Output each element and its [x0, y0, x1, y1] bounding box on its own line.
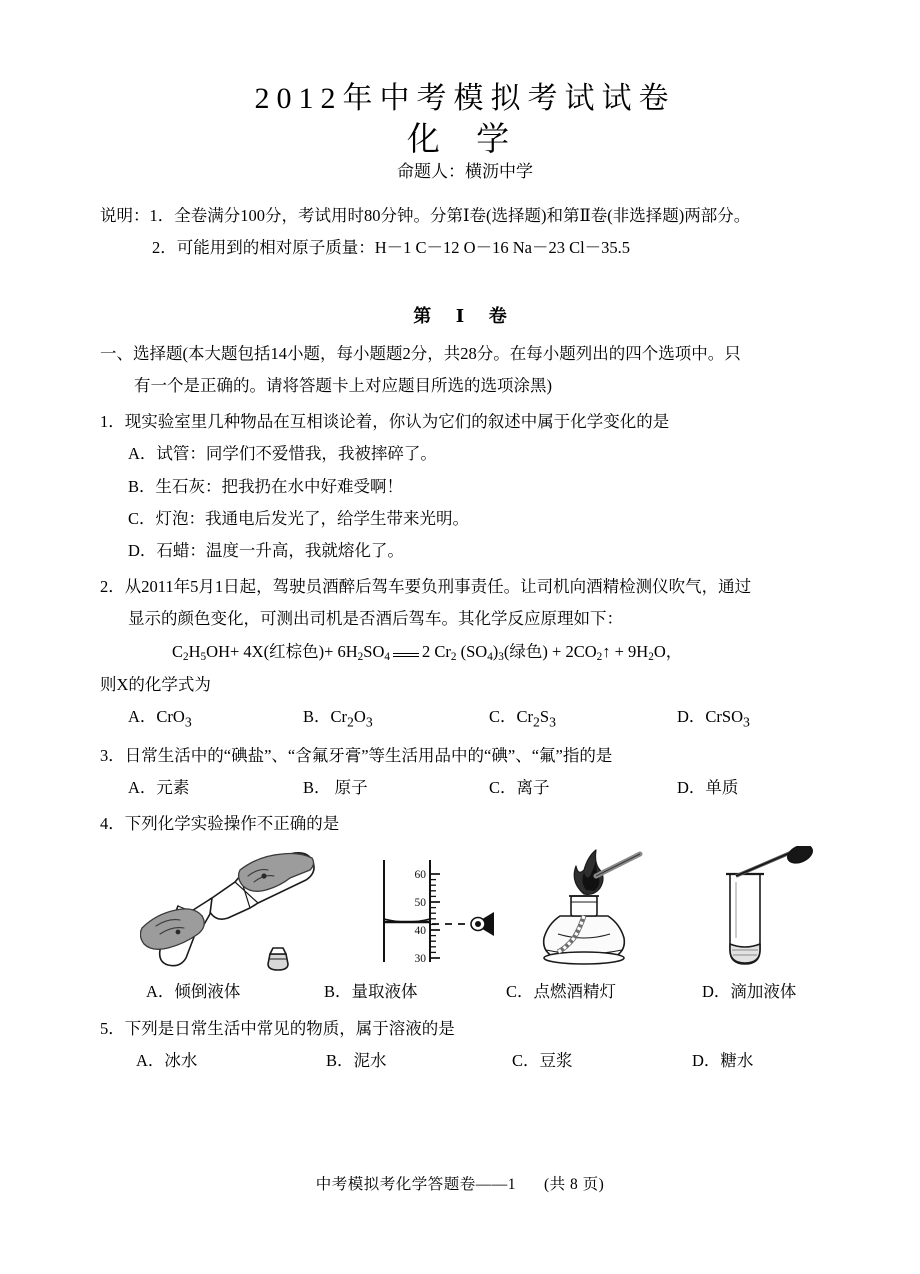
question-1-option-a[interactable]: A．试管：同学们不爱惜我，我被摔碎了。	[128, 444, 437, 464]
question-1-options	[100, 438, 830, 567]
question-4-option-a[interactable]: A．倾倒液体	[146, 982, 241, 1002]
measuring-cylinder-icon	[368, 846, 508, 976]
question-1	[100, 406, 830, 567]
question-2-option-a[interactable]: A．CrO$_3$	[128, 706, 192, 730]
question-2-option-c[interactable]: C．$Cr_2S_3$	[489, 706, 556, 730]
question-2-text-line-1: 从2011年5月1日起，驾驶员酒醉后驾车要负刑事责任。让司机向酒精检测仪吹气，通过	[124, 577, 752, 597]
pouring-liquid-figure	[140, 846, 350, 976]
question-3-option-b[interactable]: B． 原子	[303, 778, 368, 798]
question-1-number: 1．	[100, 412, 125, 432]
instruction-line-1: 说明：1．全卷满分100分，考试用时80分钟。分第Ⅰ卷(选择题)和第Ⅱ卷(非选择题)两部分。	[100, 205, 751, 225]
question-2-stem	[100, 571, 830, 635]
question-5-number: 5．	[100, 1018, 125, 1038]
document-body	[100, 80, 830, 1077]
subject-title: 化 学	[406, 121, 524, 158]
cylinder-tick-60: 60	[414, 869, 426, 882]
footer-page-count: (共 8 页)	[543, 1176, 605, 1193]
question-3-stem	[100, 740, 830, 772]
chemical-equation	[100, 635, 830, 668]
cylinder-tick-40: 40	[414, 925, 426, 938]
question-5-option-a[interactable]: A．冰水	[136, 1050, 198, 1070]
question-1-option-d[interactable]: D．石蜡：温度一升高，我就熔化了。	[128, 540, 404, 560]
question-2-option-b[interactable]: B．$Cr_2O_3$	[303, 706, 373, 730]
footer-label: 中考模拟考化学答题卷——1	[315, 1176, 516, 1193]
question-4-option-d[interactable]: D．滴加液体	[702, 982, 797, 1002]
multiple-choice-intro	[100, 338, 830, 402]
alcohol-lamp-icon	[500, 846, 700, 976]
equation-products: 2 $Cr_2$ $(SO_4)_3$(绿色) + $2CO_2↑ + 9H_2O$，	[421, 642, 683, 664]
question-1-stem	[100, 406, 830, 438]
question-3	[100, 740, 830, 804]
question-3-option-d[interactable]: D．单质	[677, 778, 739, 798]
lighting-alcohol-lamp-figure	[500, 846, 700, 976]
question-4-stem	[100, 808, 830, 840]
question-3-option-c[interactable]: C．离子	[489, 778, 550, 798]
question-5-option-d[interactable]: D．糖水	[692, 1050, 754, 1070]
question-4-option-b[interactable]: B．量取液体	[324, 982, 418, 1002]
section-header-part-one: 第 Ⅰ 卷	[413, 305, 517, 326]
question-3-options	[100, 772, 830, 804]
page-title: 2012年中考模拟考试试卷	[254, 82, 676, 115]
cylinder-tick-50: 50	[414, 897, 426, 910]
question-2-text-line-2: 显示的颜色变化，可测出司机是否酒后驾车。其化学反应原理如下：	[128, 609, 623, 629]
question-5-stem	[100, 1013, 830, 1045]
question-1-option-c[interactable]: C．灯泡：我通电后发光了，给学生带来光明。	[128, 508, 470, 528]
intro-line-2: 有一个是正确的。请将答题卡上对应题目所选的选项涂黑)	[134, 376, 552, 396]
adding-liquid-dropwise-figure	[700, 846, 830, 976]
measuring-liquid-figure	[368, 846, 508, 976]
question-4-option-c[interactable]: C．点燃酒精灯	[506, 982, 617, 1002]
question-3-text: 日常生活中的“碘盐”、“含氟牙膏”等生活用品中的“碘”、“氟”指的是	[124, 745, 613, 765]
question-1-option-b[interactable]: B．生石灰：把我扔在水中好难受啊！	[128, 476, 404, 496]
page-footer	[0, 1172, 920, 1194]
question-1-text: 现实验室里几种物品在互相谈论着，你认为它们的叙述中属于化学变化的是	[124, 412, 670, 432]
instructions-block	[100, 200, 830, 264]
question-5-text: 下列是日常生活中常见的物质，属于溶液的是	[124, 1018, 455, 1038]
author-line: 命题人：横沥中学	[397, 162, 533, 182]
question-2-options	[100, 701, 830, 736]
instruction-line-2: 2．可能用到的相对原子质量：H－1 C－12 O－16 Na－23 Cl－35.5	[152, 237, 631, 257]
pouring-liquid-icon	[140, 846, 350, 976]
cylinder-tick-30: 30	[414, 953, 426, 966]
cylinder-tick-labels	[415, 869, 427, 965]
question-3-option-a[interactable]: A．元素	[128, 778, 190, 798]
question-2-option-d[interactable]: D．CrSO$_3$	[677, 706, 750, 730]
question-2-text-line-3: 则X的化学式为	[100, 674, 211, 694]
question-4-text: 下列化学实验操作不正确的是	[124, 814, 340, 834]
intro-line-1: 一、选择题(本大题包括14小题，每小题题2分，共28分。在每小题列出的四个选项中。只	[100, 343, 741, 363]
question-5-option-c[interactable]: C．豆浆	[512, 1050, 573, 1070]
question-2-number: 2．	[100, 577, 125, 597]
question-4-number: 4．	[100, 814, 125, 834]
question-4	[100, 808, 830, 1008]
question-4-figures	[100, 846, 830, 976]
question-3-number: 3．	[100, 745, 125, 765]
question-2	[100, 571, 830, 736]
equation-equals-icon	[393, 645, 419, 662]
question-5	[100, 1013, 830, 1077]
dropper-test-tube-icon	[700, 846, 830, 976]
question-4-figure-labels	[100, 976, 830, 1008]
question-5-option-b[interactable]: B．泥水	[326, 1050, 387, 1070]
equation-reactants: $C_2H_5OH+ 4X$(红棕色)+ $6H_2SO_4$	[172, 642, 390, 664]
question-5-options	[100, 1045, 830, 1077]
